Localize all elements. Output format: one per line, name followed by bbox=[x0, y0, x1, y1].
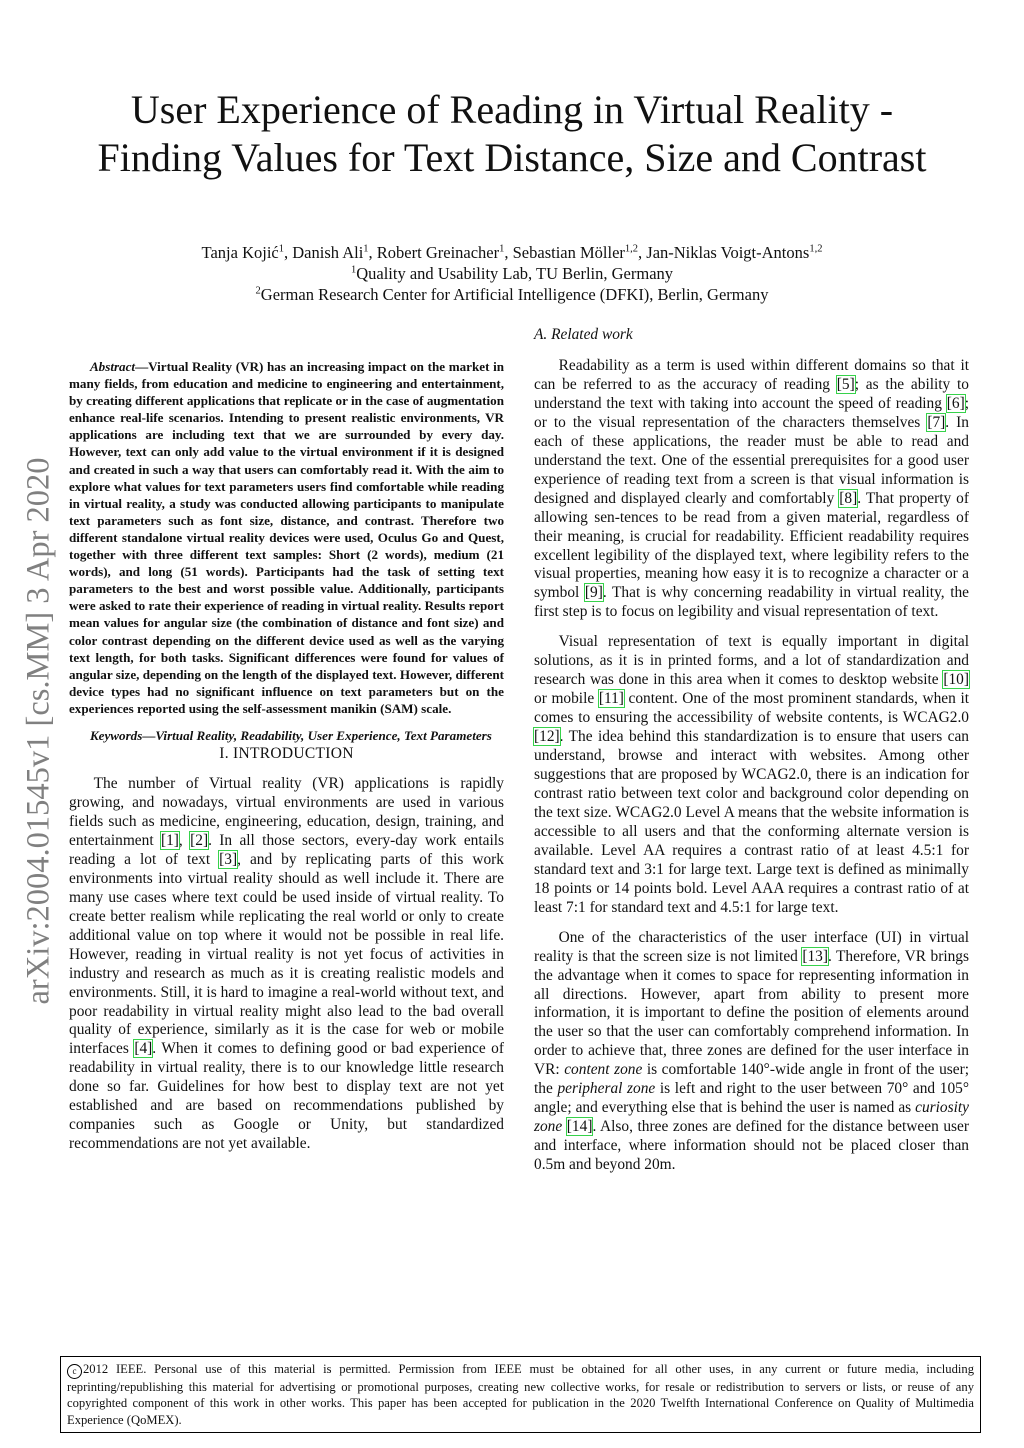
right-column bbox=[534, 325, 969, 1175]
citation-link[interactable]: [8] bbox=[839, 489, 858, 507]
citation-link[interactable]: [7] bbox=[927, 413, 946, 431]
keywords: Keywords—Virtual Reality, Readability, User Experience, Text Parameters bbox=[89, 727, 492, 743]
emphasis: curiosity zone bbox=[534, 1099, 969, 1136]
affiliation-mark: 1 bbox=[278, 243, 284, 255]
arxiv-stamp bbox=[14, 442, 64, 1020]
citation-link[interactable]: [3] bbox=[219, 850, 238, 868]
citation-link[interactable]: [2] bbox=[190, 831, 209, 849]
paper-title bbox=[40, 86, 984, 182]
keywords-text: Virtual Reality, Readability, User Experience, Text Parameters bbox=[155, 727, 492, 743]
affiliation-mark: 1,2 bbox=[809, 243, 823, 255]
author-list: Tanja Kojić$^1$, Danish Ali$^1$, Robert Greinacher$^1$, Sebastian Möller$^{1,2}$, Jan-Niklas Voigt-Antons$^{1,2}$ bbox=[201, 243, 823, 262]
copyright-text: 2012 IEEE. Personal use of this material is permitted. Permission from IEEE must be obtained for all other uses, in any current or future media, including reprinting/republishing this material for advertising or promotional purposes, creating new collective works, for resale or redistribution to servers or lists, or reuse of any copyrighted component of this work in other works. This paper has been accepted for publication in the 2020 Twelfth International Conference on Quality of Multimedia Experience (QoMEX). bbox=[67, 1362, 974, 1427]
abstract-text: Virtual Reality (VR) has an increasing impact on the market in many fields, from education and medicine to engineering and entertainment, by creating different applications that replicate or in the case of augmentation enhance real-life scenarios. Intending to present realistic environments, VR applications are including text that we are surrounded by every day. However, text can only add value to the virtual environment if it is designed and created in such a way that users can comfortably read it. With the aim to explore what values for text parameters users find comfortable while reading in virtual reality, a study was conducted allowing participants to manipulate text parameters such as font size, distance, and contrast. Therefore two different standalone virtual reality devices were used, Oculus Go and Quest, together with three different text samples: Short (2 words), medium (21 words), and long (51 words). Participants had the task of setting text parameters to the best and worst possible value. Additionally, participants were asked to rate their experience of reading in virtual reality. Results report mean values for angular size (the combination of distance and font size) and color contrast depending on the different device used as well as the varying text length, for both tasks. Significant differences were found for values of angular size, depending on the length of the displayed text. However, different device types had no significant influence on text parameters but on the experiences reported using the self-assessment manikin (SAM) scale. bbox=[69, 359, 504, 716]
citation-link[interactable]: [13] bbox=[802, 947, 828, 965]
citation-link[interactable]: [10] bbox=[943, 671, 969, 689]
title-line-1: User Experience of Reading in Virtual Reality - bbox=[130, 87, 894, 132]
paragraph: Visual representation of text is equally important in digital solutions, as it is in printed forms, and a lot of standardization and research was done in this area when it comes to desktop website [10] or mobile [11] content. One of the most prominent standards, when it comes to ensuring the accessibility of website contents, is WCAG2.0 [12]. The idea behind this standardization is to ensure that users can understand, browse and interact with websites. Among other suggestions that are proposed by WCAG2.0, there is an indication for contrast ratio between text color and background color depending on the text size. WCAG2.0 Level A means that the website information is accessible to all users and that the conforming alternate version is available. Level AA requires a contrast ratio of at least 4.5:1 for standard text and 3:1 for large text. Large text is defined as minimally 18 points or 14 points bold. Level AAA requires a contrast ratio of at least 7:1 for standard text and 4.5:1 for large text. bbox=[534, 633, 969, 916]
emphasis: peripheral zone bbox=[557, 1080, 656, 1098]
copyright-icon: c bbox=[67, 1364, 82, 1379]
author-name: Danish Ali bbox=[292, 243, 364, 262]
citation-link[interactable]: [4] bbox=[134, 1040, 153, 1058]
affiliation-2: $^2$German Research Center for Artificial Intelligence (DFKI), Berlin, Germany bbox=[255, 285, 769, 304]
citation-link[interactable]: [6] bbox=[946, 394, 965, 412]
author-name: Jan-Niklas Voigt-Antons bbox=[646, 243, 810, 262]
affiliation-mark: 1 bbox=[499, 243, 505, 255]
author-name: Sebastian Möller bbox=[512, 243, 625, 262]
emphasis: content zone bbox=[564, 1061, 643, 1079]
author-block bbox=[60, 242, 964, 305]
citation-link[interactable]: [12] bbox=[534, 728, 560, 746]
citation-link[interactable]: [11] bbox=[598, 690, 624, 708]
abstract-label: Abstract bbox=[89, 359, 136, 374]
citation-link[interactable]: [14] bbox=[566, 1118, 593, 1136]
arxiv-identifier: arXiv:2004.01545v1 [cs.MM] 3 Apr 2020 bbox=[20, 457, 57, 1005]
affiliation-1: $^1$Quality and Usability Lab, TU Berlin, Germany bbox=[350, 264, 674, 283]
subsection-heading-related-work: A. Related work bbox=[534, 326, 633, 343]
citation-link[interactable]: [9] bbox=[584, 584, 603, 602]
paragraph: The number of Virtual reality (VR) applications is rapidly growing, and nowadays, virtual environments are used in various fields such as medicine, engineering, education, design, training, and entertainment [1], [2]. In all those sectors, every-day work entails reading a lot of text [3], and by replicating parts of this work environments into virtual reality should as well include it. There are many use cases where text could be used inside of virtual reality. To create better realism while replicating the real world or only to create additional value on top where it would not be possible in real life. However, reading in virtual reality is not yet focus of activities in industry and research as much as it is creating realistic models and environments. Still, it is hard to imagine a real-world without text, and poor readability in virtual reality might also lead to the bad overall quality of experience, similarly as it is the case for web or mobile interfaces [4]. When it comes to defining good or bad experience of readability in virtual reality, there is to our knowledge little research done so far. Guidelines for how best to display text are not yet established and are based on recommendations published by companies such as Google or Unity, but standardized recommendations are not yet available. bbox=[69, 775, 504, 1153]
title-line-2: Finding Values for Text Distance, Size and Contrast bbox=[97, 135, 927, 180]
paragraph: Readability as a term is used within different domains so that it can be referred to as the accuracy of reading [5]; as the ability to understand the text with taking into account the speed of reading [6]; or to the visual representation of the characters themselves [7]. In each of these applications, the reader must be able to read and understand the text. One of the essential prerequisites for a good user experience of reading text from a screen is that visual information is designed and displayed clearly and comfortably [8]. That property of allowing sen-tences to be read from a given material, regardless of their meaning, is crucial for readability. Efficient readability requires excellent legibility of the displayed text, where legibility refers to the visual properties, meaning how easy it is to recognize a character or a symbol [9]. That is why concerning readability in virtual reality, the first step is to focus on legibility and visual representation of text. bbox=[534, 357, 969, 621]
abstract: Abstract—Virtual Reality (VR) has an increasing impact on the market in many fields, from education and medicine to engineering and entertainment, by creating different applications that replicate or in the case of augmentation enhance real-life scenarios. Intending to present realistic environments, VR applications are including text that we are surrounded by every day. However, text can only add value to the virtual environment if it is designed and created in such a way that users can comfortably read it. With the aim to explore what values for text parameters users find comfortable while reading in virtual reality, a study was conducted allowing participants to manipulate text parameters such as font size, distance, and contrast. Therefore two different standalone virtual reality devices were used, Oculus Go and Quest, together with three different text samples: Short (2 words), medium (21 words), and long (51 words). Participants had the task of setting text parameters to the best and worst possible value. Additionally, participants were asked to rate their experience of reading in virtual reality. Results report mean values for angular size (the combination of distance and font size) and color contrast depending on the different device used as well as the varying text length, for both tasks. Significant differences were found for values of angular size, depending on the length of the displayed text. However, different device types had no significant influence on text parameters but on the experiences reported using the self-assessment manikin (SAM) scale. bbox=[69, 359, 504, 716]
citation-link[interactable]: [1] bbox=[160, 831, 179, 849]
keywords-label: Keywords bbox=[89, 727, 143, 743]
author-name: Tanja Kojić bbox=[201, 243, 279, 262]
paragraph: One of the characteristics of the user interface (UI) in virtual reality is that the screen size is not limited [13]. Therefore, VR brings the advantage when it comes to space for representing information in all directions. However, apart from ability to present more information, it is important to define the position of elements around the user so that the user can comfortably comprehend information. In order to achieve that, three zones are defined for the user interface in VR: content zone is comfortable 140°-wide angle in front of the user; the peripheral zone is left and right to the user between 70° and 105° angle; and everything else that is behind the user is named as curiosity zone [14]. Also, three zones are defined for the distance between user and interface, where information should not be placed closer than 0.5m and beyond 20m. bbox=[534, 928, 969, 1174]
affiliation-mark: 1,2 bbox=[624, 243, 639, 255]
left-column bbox=[69, 358, 504, 1154]
copyright-notice bbox=[60, 1356, 981, 1433]
author-name: Robert Greinacher bbox=[376, 243, 500, 262]
citation-link[interactable]: [5] bbox=[836, 375, 855, 393]
affiliation-mark: 1 bbox=[363, 243, 369, 255]
section-heading-introduction: I. INTRODUCTION bbox=[219, 745, 354, 763]
